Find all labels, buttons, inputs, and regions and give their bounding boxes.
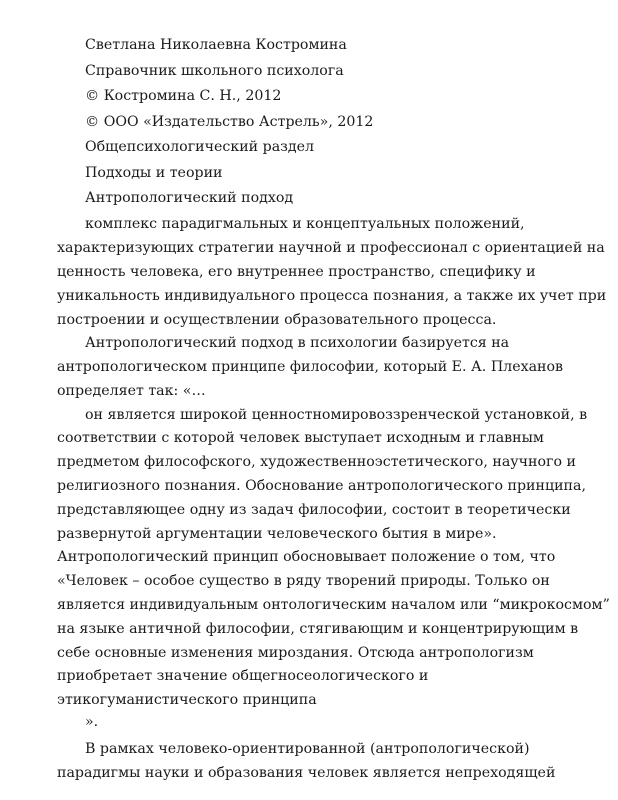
paragraph-line: является индивидуальным онтологическим началом или “микрокосмом” <box>57 597 610 613</box>
paragraph-line: представляющее одну из задач философии, состоит в теоретически <box>57 502 571 518</box>
copyright-publisher: © ООО «Издательство Астрель», 2012 <box>85 114 374 130</box>
copyright-author: © Костромина С. Н., 2012 <box>85 88 282 104</box>
paragraph-line: развернутой аргументации человеческого бытия в мире». <box>57 526 497 542</box>
subsection-heading: Подходы и теории <box>85 165 223 181</box>
paragraph-line: ». <box>85 714 99 730</box>
paragraph-line: определяет так: «… <box>57 383 206 399</box>
section-heading: Общепсихологический раздел <box>85 139 315 155</box>
paragraph-line: Антропологический подход в психологии базируется на <box>85 335 510 351</box>
book-title: Справочник школьного психолога <box>85 63 344 79</box>
paragraph-line: Антропологический принцип обосновывает положение о том, что <box>57 549 556 565</box>
paragraph-line: комплекс парадигмальных и концептуальных положений, <box>85 216 525 232</box>
paragraph-line: построении и осуществлении образовательного процесса. <box>57 312 497 328</box>
paragraph-line: ценность человека, его внутреннее пространство, специфику и <box>57 264 536 280</box>
paragraph-line: он является широкой ценностномировоззренческой установкой, в <box>85 407 588 423</box>
author-name: Светлана Николаевна Костромина <box>85 37 347 53</box>
paragraph-line: приобретает значение общегносеологического и <box>57 668 429 684</box>
paragraph-line: В рамках человеко-ориентированной (антропологической) <box>85 741 530 757</box>
paragraph-line: предметом философского, художественноэстетического, научного и <box>57 454 576 470</box>
paragraph-line: этикогуманистического принципа <box>57 692 317 708</box>
paragraph-line: характеризующих стратегии научной и профессионал с ориентацией на <box>57 240 605 256</box>
paragraph-line: на языке античной философии, стягивающим и концентрирующим в <box>57 621 579 637</box>
paragraph-line: себе основные изменения мироздания. Отсюда антропологизм <box>57 645 534 661</box>
paragraph-line: уникальность индивидуального процесса познания, а также их учет при <box>57 288 607 304</box>
paragraph-line: соответствии с которой человек выступает исходным и главным <box>57 430 544 446</box>
paragraph-line: антропологическом принципе философии, который Е. А. Плеханов <box>57 359 564 375</box>
paragraph-line: парадигмы науки и образования человек является непреходящей <box>57 765 556 781</box>
paragraph-line: «Человек – особое существо в ряду творений природы. Только он <box>57 573 550 589</box>
topic-heading: Антропологический подход <box>85 190 294 206</box>
paragraph-line: религиозного познания. Обоснование антропологического принципа, <box>57 478 586 494</box>
